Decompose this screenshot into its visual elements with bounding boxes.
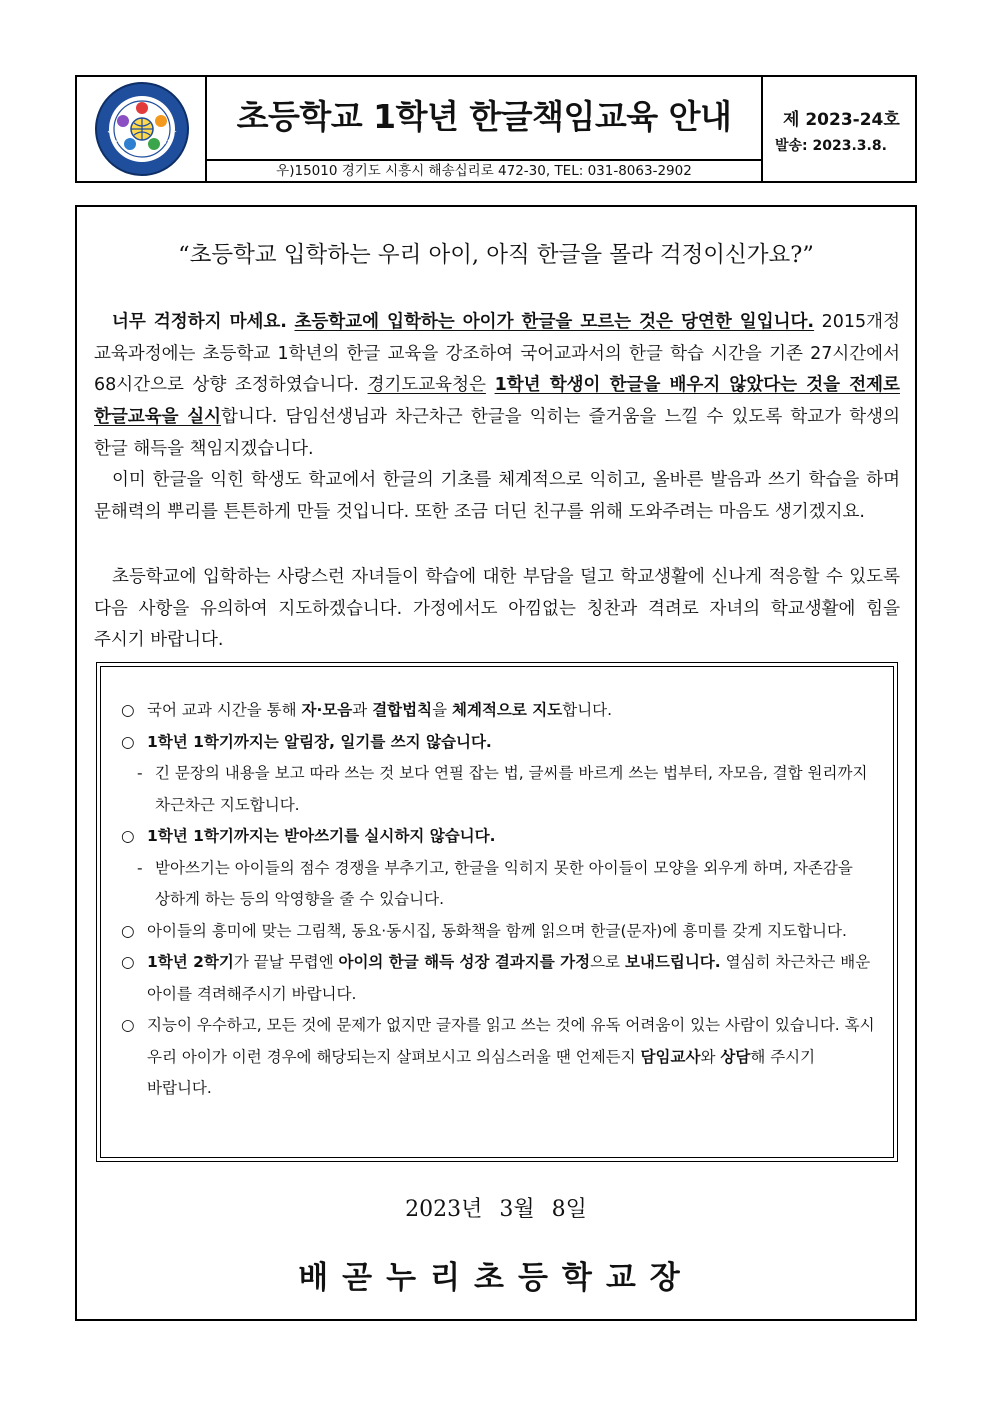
list-item: ○ 국어 교과 시간을 통해 자·모음과 결합법칙을 체계적으로 지도합니다. xyxy=(121,695,881,727)
bullet-icon: ○ xyxy=(121,827,135,845)
list-sub-item: - 긴 문장의 내용을 보고 따라 쓰는 것 보다 연필 잡는 법, 글씨를 바르게 쓰는 법부터, 자모음, 결합 원리까지 차근차근 지도합니다. xyxy=(121,758,881,821)
issue-date: 발송: 2023.3.8. xyxy=(775,138,887,154)
list-item: ○ 1학년 1학기까지는 알림장, 일기를 쓰지 않습니다. xyxy=(121,727,881,759)
dash-icon: - xyxy=(137,858,143,877)
list-item: ○ 지능이 우수하고, 모든 것에 문제가 없지만 글자를 읽고 쓰는 것에 유독 어려움이 있는 사람이 있습니다. 혹시 우리 아이가 이런 경우에 해당되는지 살펴보시고 의심스러울 땐 언제든지 담임교사와 상담해 주시기 바랍니다. xyxy=(121,1010,881,1105)
issue-number: 제 2023-24호 xyxy=(783,110,900,130)
bullet-icon: ○ xyxy=(121,701,135,719)
principal-signature: 배곧누리초등학교장 xyxy=(298,1260,694,1296)
page-title: 초등학교 1학년 한글책임교육 안내 xyxy=(236,97,732,136)
list-sub-item: - 받아쓰기는 아이들의 점수 경쟁을 부추기고, 한글을 익히지 못한 아이들이 모양을 외우게 하며, 자존감을 상하게 하는 등의 악영향을 줄 수 있습니다. xyxy=(121,853,881,916)
date-year: 2023년 xyxy=(405,1197,483,1222)
intro-sentence-6: 합니다. 담임선생님과 차근차근 한글을 익히는 즐거움을 느낄 수 있도록 학교가 학생의 한글 해득을 책임지겠습니다. xyxy=(94,407,900,459)
school-logo-icon xyxy=(94,81,190,177)
intro-sentence-1: 너무 걱정하지 마세요. xyxy=(112,312,287,332)
list-item: ○ 1학년 1학기까지는 받아쓰기를 실시하지 않습니다. xyxy=(121,821,881,853)
intro-sentence-3: 2015개정 교육과정에는 초등학교 1학년의 한글 교육을 강조하여 국어교과서의 한글 학습 시간을 기존 27시간에서 68시간으로 상향 조정하였습니다. xyxy=(94,312,900,396)
bullet-icon: ○ xyxy=(121,1016,135,1034)
bullet-icon: ○ xyxy=(121,953,135,971)
third-paragraph-text: 초등학교에 입학하는 사랑스런 자녀들이 학습에 대한 부담을 덜고 학교생활에 신나게 적응할 수 있도록 다음 사항을 유의하여 지도하겠습니다. 가정에서도 아낌없는 칭찬과 격려로 자녀의 학교생활에 힘을 주시기 바랍니다. xyxy=(94,567,900,651)
second-paragraph-text: 이미 한글을 익힌 학생도 학교에서 한글의 기초를 체계적으로 익히고, 올바른 발음과 쓰기 학습을 하며 문해력의 뿌리를 튼튼하게 만들 것입니다. 또한 조금 더딘 친구를 위해 도와주려는 마음도 생기겠지요. xyxy=(94,470,900,522)
intro-sentence-2: 초등학교에 입학하는 아이가 한글을 모르는 것은 당연한 일입니다. xyxy=(294,312,815,332)
date-month: 3월 xyxy=(499,1197,535,1222)
guidance-list xyxy=(121,695,881,1105)
issue-cell xyxy=(763,77,915,181)
school-address: 우)15010 경기도 시흥시 해송십리로 472-30, TEL: 031-8063-2902 xyxy=(207,159,761,181)
letter-date xyxy=(77,1192,915,1223)
intro-sentence-5: 1학년 학생이 한글을 배우지 않았다는 것을 전제로 한글교육을 실시 xyxy=(94,375,900,428)
second-paragraph xyxy=(94,465,900,528)
list-item: ○ 1학년 2학기가 끝날 무렵엔 아이의 한글 해득 성장 결과지를 가정으로 보내드립니다. 열심히 차근차근 배운 아이를 격려해주시기 바랍니다. xyxy=(121,947,881,1010)
third-paragraph xyxy=(94,562,900,657)
intro-paragraph xyxy=(94,307,900,466)
list-item: ○ 아이들의 흥미에 맞는 그림책, 동요·동시집, 동화책을 함께 읽으며 한글(문자)에 흥미를 갖게 지도합니다. xyxy=(121,916,881,948)
headline: “초등학교 입학하는 우리 아이, 아직 한글을 몰라 걱정이신가요?” xyxy=(178,242,814,268)
dash-icon: - xyxy=(137,764,143,782)
intro-sentence-4: 경기도교육청은 xyxy=(367,375,486,396)
letter-body xyxy=(75,205,917,1321)
title-cell xyxy=(207,77,763,181)
date-day: 8일 xyxy=(551,1197,587,1222)
logo-cell xyxy=(77,77,207,181)
bullet-icon: ○ xyxy=(121,732,135,751)
guidance-box xyxy=(96,662,898,1162)
document-header xyxy=(75,75,917,183)
bullet-icon: ○ xyxy=(121,921,135,940)
